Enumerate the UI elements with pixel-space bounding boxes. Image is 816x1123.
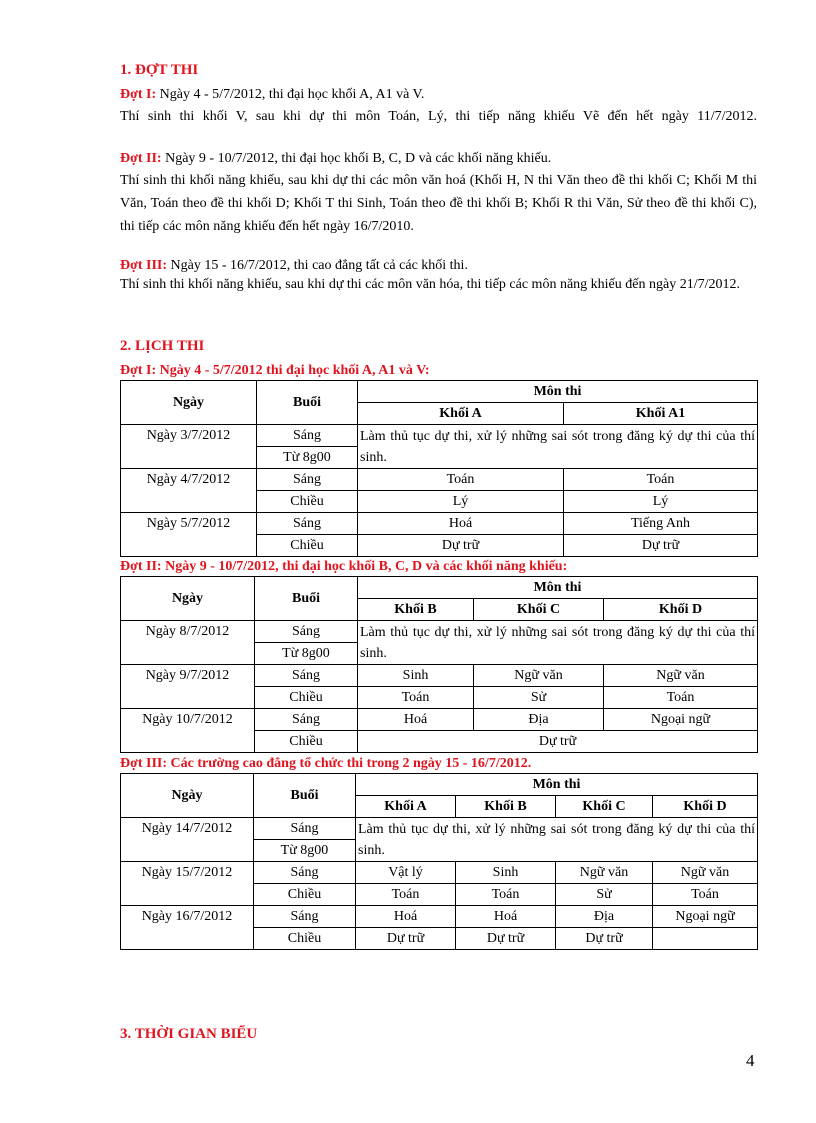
- date-cell: Ngày 9/7/2012: [121, 665, 255, 709]
- subject-cell: Toán: [456, 884, 556, 906]
- header-khoi: Khối D: [604, 599, 758, 621]
- subject-cell: Lý: [564, 491, 758, 513]
- header-buoi: Buổi: [255, 577, 358, 621]
- subject-cell: Hoá: [358, 513, 564, 535]
- header-khoi: Khối A: [358, 403, 564, 425]
- dot2-label: Đợt II:: [120, 151, 162, 166]
- header-buoi: Buổi: [254, 774, 356, 818]
- subject-cell: Ngữ văn: [604, 665, 758, 687]
- dot3-text: Ngày 15 - 16/7/2012, thi cao đẳng tất cả các khối thi.: [167, 258, 468, 273]
- subject-cell: Sử: [474, 687, 604, 709]
- note-cell: Làm thủ tục dự thi, xử lý những sai sót trong đăng ký dự thi của thí sinh.: [358, 425, 758, 469]
- subject-cell: Hoá: [356, 906, 456, 928]
- header-khoi: Khối B: [358, 599, 474, 621]
- dot1-detail: Thí sinh thi khối V, sau khi dự thi môn Toán, Lý, thi tiếp năng khiếu Vẽ đến hết ngày 11/7/2012.: [120, 109, 757, 124]
- session-time-cell: Từ 8g00: [257, 447, 358, 469]
- date-cell: Ngày 4/7/2012: [121, 469, 257, 513]
- subject-cell: Hoá: [358, 709, 474, 731]
- subject-cell: Toán: [358, 469, 564, 491]
- subject-cell: Ngữ văn: [556, 862, 653, 884]
- note-cell: Làm thủ tục dự thi, xử lý những sai sót trong đăng ký dự thi của thí sinh.: [358, 621, 758, 665]
- table2-caption: Đợt II: Ngày 9 - 10/7/2012, thi đại học khối B, C, D và các khối năng khiếu:: [120, 559, 568, 574]
- session-cell: Sáng: [255, 621, 358, 643]
- session-cell: Sáng: [254, 818, 356, 840]
- header-mon-thi: Môn thi: [356, 774, 758, 796]
- subject-cell: Sinh: [456, 862, 556, 884]
- table3-caption: Đợt III: Các trường cao đẳng tổ chức thi trong 2 ngày 15 - 16/7/2012.: [120, 756, 532, 771]
- subject-cell: Dự trữ: [356, 928, 456, 950]
- session-cell: Chiều: [254, 928, 356, 950]
- session-cell: Chiều: [255, 731, 358, 753]
- subject-cell: Toán: [564, 469, 758, 491]
- date-cell: Ngày 8/7/2012: [121, 621, 255, 665]
- session-cell: Sáng: [257, 469, 358, 491]
- subject-cell: Ngoại ngữ: [653, 906, 758, 928]
- table1-schedule: [120, 380, 758, 557]
- page-number: 4: [746, 1051, 755, 1070]
- header-buoi: Buổi: [257, 381, 358, 425]
- subject-cell: Dự trữ: [564, 535, 758, 557]
- subject-cell: Tiếng Anh: [564, 513, 758, 535]
- session-cell: Sáng: [257, 513, 358, 535]
- dot3-label: Đợt III:: [120, 258, 168, 273]
- header-khoi: Khối D: [653, 796, 758, 818]
- subject-cell: Lý: [358, 491, 564, 513]
- session-cell: Chiều: [254, 884, 356, 906]
- header-khoi: Khối B: [456, 796, 556, 818]
- header-ngay: Ngày: [121, 577, 255, 621]
- table3-schedule: [120, 773, 758, 950]
- date-cell: Ngày 3/7/2012: [121, 425, 257, 469]
- session-cell: Sáng: [257, 425, 358, 447]
- dot3-detail: Thí sinh thi khối năng khiếu, sau khi dự thi các môn văn hóa, thi tiếp các môn năng khiếu đến ngày 21/7/2012.: [120, 277, 740, 292]
- subject-cell: Hoá: [456, 906, 556, 928]
- subject-cell: Ngữ văn: [653, 862, 758, 884]
- header-khoi: Khối C: [556, 796, 653, 818]
- session-cell: Chiều: [255, 687, 358, 709]
- section-1-title: 1. ĐỢT THI: [120, 62, 199, 78]
- session-cell: Sáng: [254, 862, 356, 884]
- subject-cell: Ngoại ngữ: [604, 709, 758, 731]
- subject-cell: Dự trữ: [556, 928, 653, 950]
- dot1-text: Ngày 4 - 5/7/2012, thi đại học khối A, A1 và V.: [156, 87, 425, 102]
- subject-cell-empty: [653, 928, 758, 950]
- subject-cell: Toán: [356, 884, 456, 906]
- header-khoi: Khối A1: [564, 403, 758, 425]
- subject-cell: Sinh: [358, 665, 474, 687]
- session-cell: Sáng: [255, 709, 358, 731]
- subject-cell: Địa: [556, 906, 653, 928]
- date-cell: Ngày 5/7/2012: [121, 513, 257, 557]
- subject-cell: Dự trữ: [456, 928, 556, 950]
- dot2-detail: Thí sinh thi khối năng khiếu, sau khi dự thi các môn văn hoá (Khối H, N thi Văn theo đề thi khối C; Khối M thi Văn, Toán theo đề thi khối D; Khối T thi Sinh, Toán theo đề thi khối B; Khối R thi Văn, Sử theo đề thi khối C), thi tiếp các môn năng khiếu đến hết ngày 16/7/2010.: [120, 173, 757, 234]
- table1-caption: Đợt I: Ngày 4 - 5/7/2012 thi đại học khối A, A1 và V:: [120, 363, 430, 378]
- subject-cell: Sử: [556, 884, 653, 906]
- subject-cell: Toán: [604, 687, 758, 709]
- header-khoi: Khối A: [356, 796, 456, 818]
- subject-cell: Dự trữ: [358, 535, 564, 557]
- date-cell: Ngày 10/7/2012: [121, 709, 255, 753]
- subject-cell: Địa: [474, 709, 604, 731]
- subject-cell: Toán: [358, 687, 474, 709]
- session-time-cell: Từ 8g00: [254, 840, 356, 862]
- header-mon-thi: Môn thi: [358, 577, 758, 599]
- dot2-text: Ngày 9 - 10/7/2012, thi đại học khối B, C, D và các khối năng khiếu.: [161, 151, 552, 166]
- table2-schedule: [120, 576, 758, 753]
- dot1-summary: [120, 84, 757, 106]
- session-cell: Sáng: [255, 665, 358, 687]
- subject-cell: Toán: [653, 884, 758, 906]
- dot2-summary: [120, 148, 757, 170]
- dot1-label: Đợt I:: [120, 87, 157, 102]
- session-cell: Chiều: [257, 535, 358, 557]
- session-cell: Sáng: [254, 906, 356, 928]
- subject-cell: Vật lý: [356, 862, 456, 884]
- session-time-cell: Từ 8g00: [255, 643, 358, 665]
- header-mon-thi: Môn thi: [358, 381, 758, 403]
- header-khoi: Khối C: [474, 599, 604, 621]
- date-cell: Ngày 14/7/2012: [121, 818, 254, 862]
- header-ngay: Ngày: [121, 774, 254, 818]
- subject-cell: Dự trữ: [358, 731, 758, 753]
- subject-cell: Ngữ văn: [474, 665, 604, 687]
- note-cell: Làm thủ tục dự thi, xử lý những sai sót trong đăng ký dự thi của thí sinh.: [356, 818, 758, 862]
- date-cell: Ngày 16/7/2012: [121, 906, 254, 950]
- section-2-title: 2. LỊCH THI: [120, 338, 205, 354]
- date-cell: Ngày 15/7/2012: [121, 862, 254, 906]
- header-ngay: Ngày: [121, 381, 257, 425]
- section-3-title: 3. THỜI GIAN BIỂU: [120, 1026, 258, 1042]
- session-cell: Chiều: [257, 491, 358, 513]
